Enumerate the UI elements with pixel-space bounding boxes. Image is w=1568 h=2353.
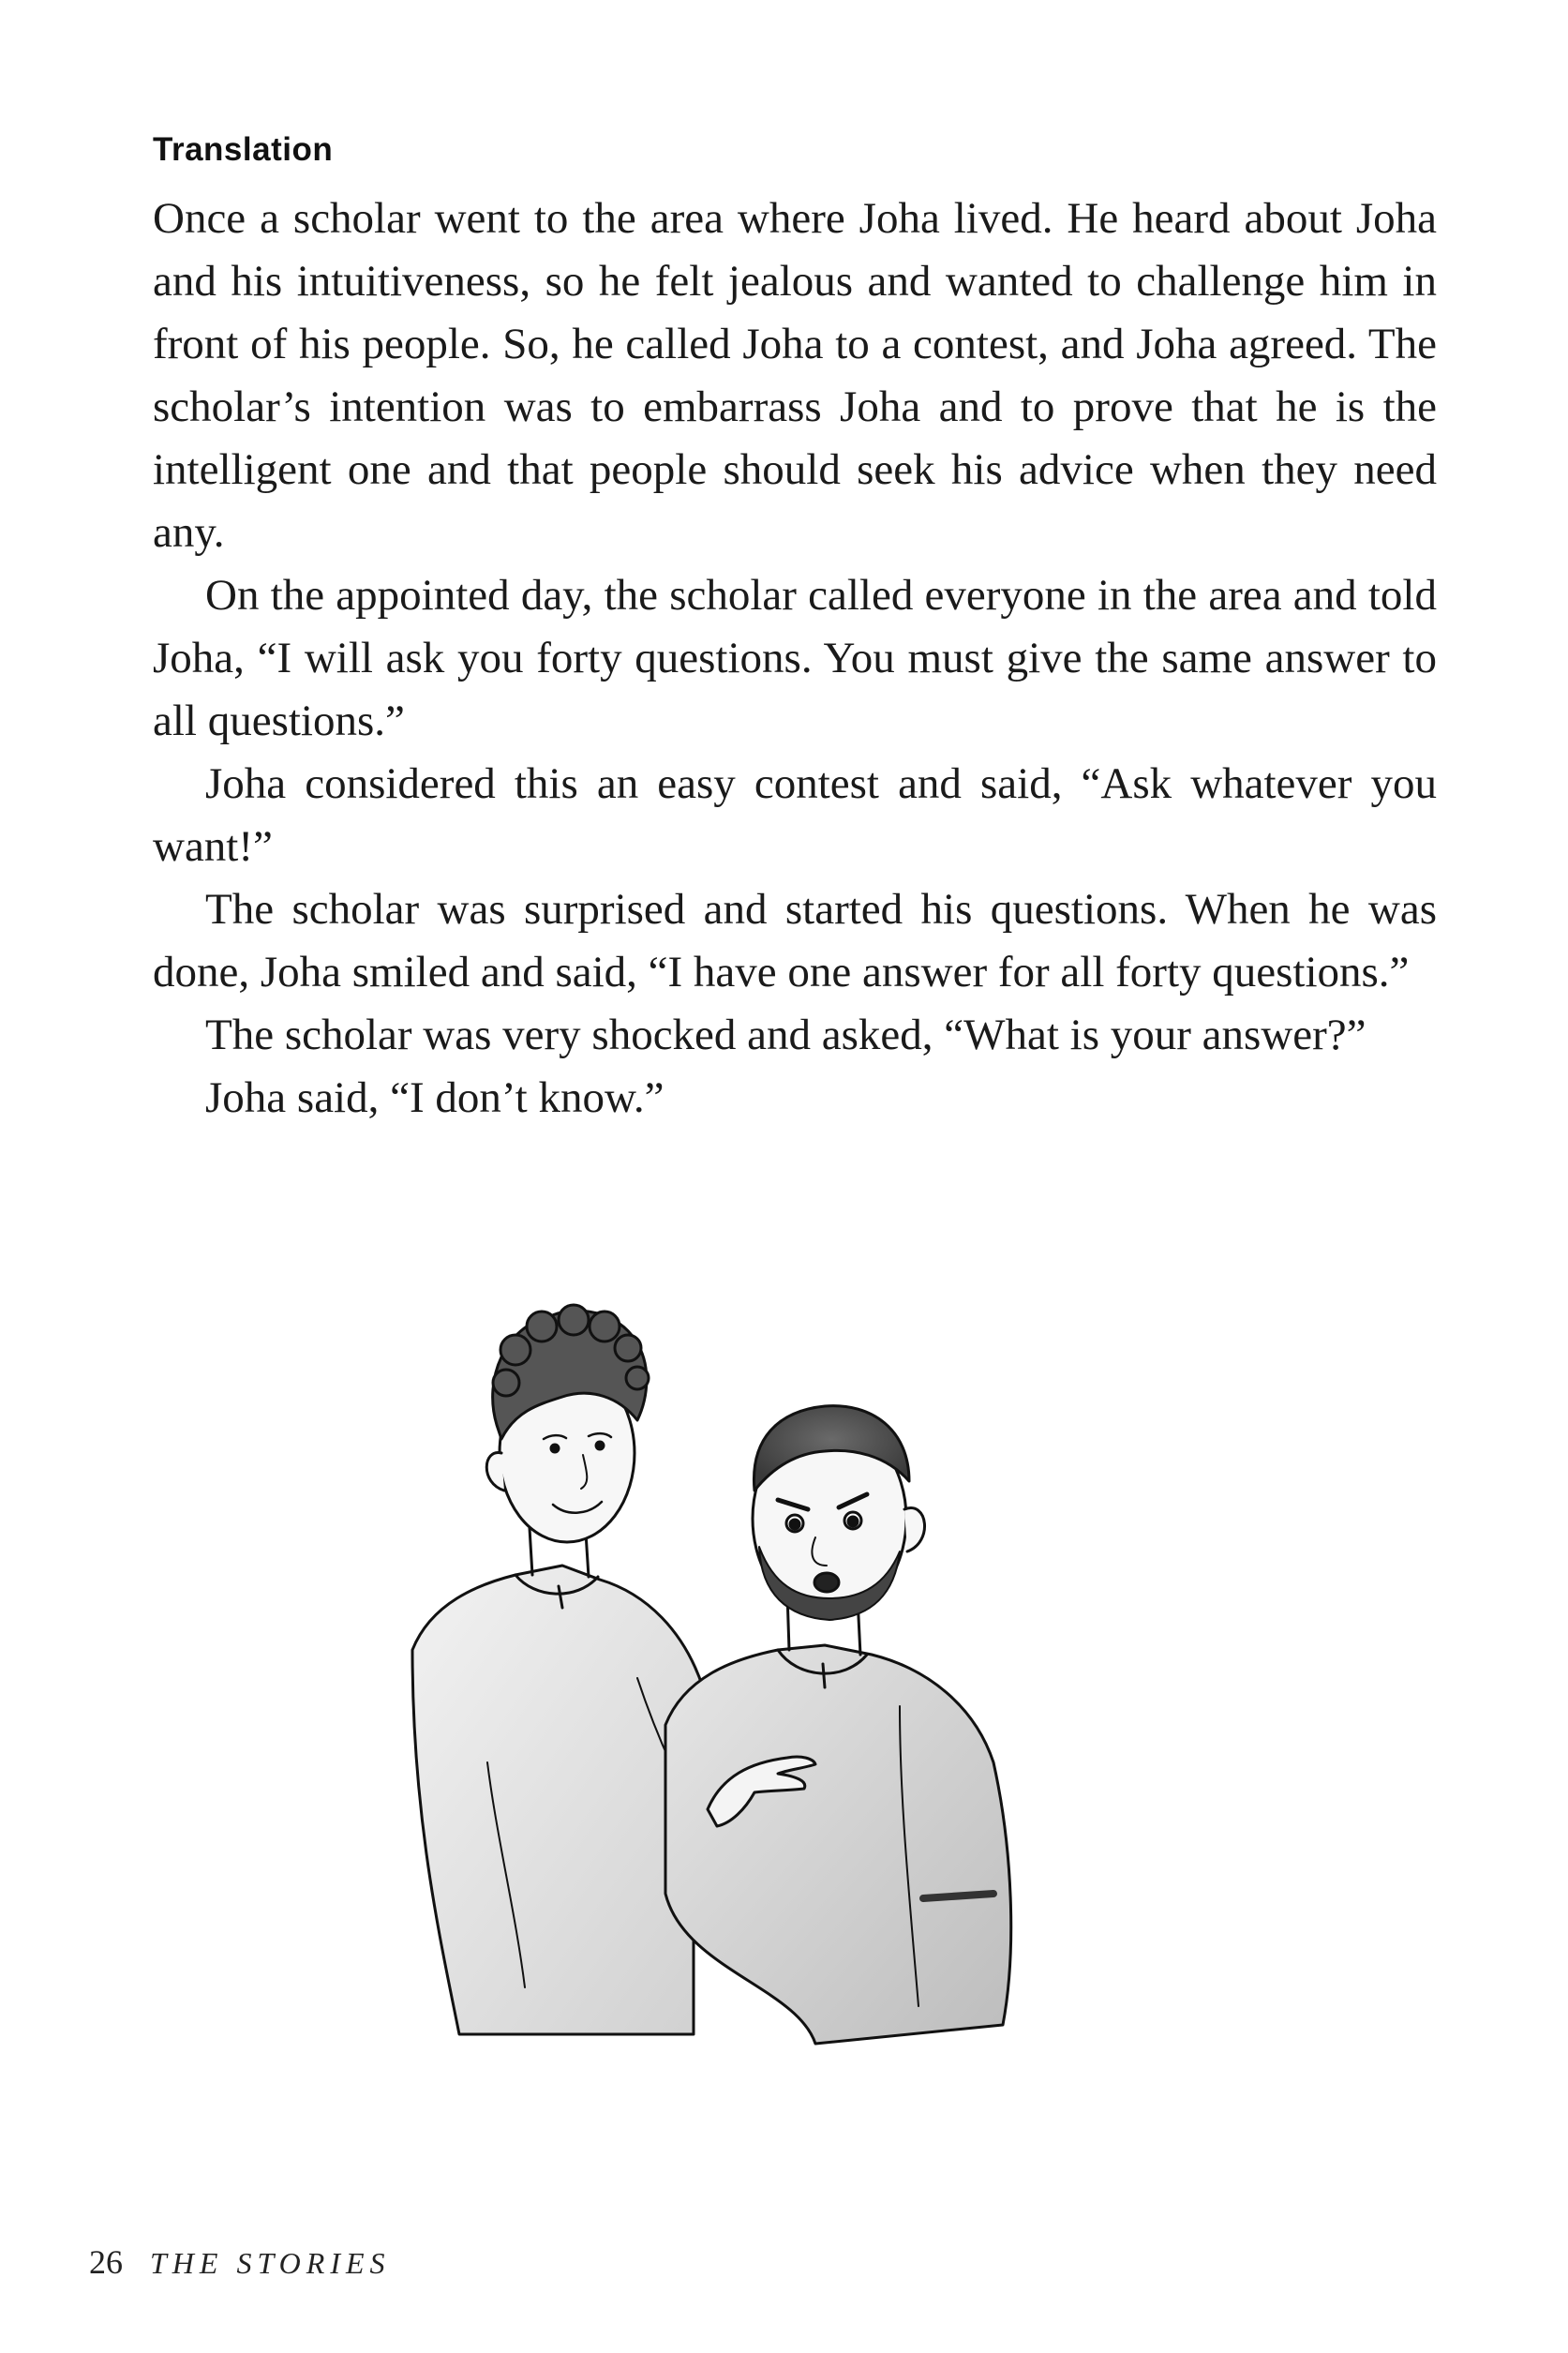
paragraph: The scholar was surprised and started his questions. When he was done, Joha smiled and said, “I have one answer for all forty questions.” bbox=[153, 885, 1437, 997]
section-heading: Translation bbox=[153, 131, 334, 168]
paragraph: On the appointed day, the scholar called everyone in the area and told Joha, “I will ask you forty questions. You must give the same answer to all questions.” bbox=[153, 571, 1437, 745]
paragraph: Joha considered this an easy contest and said, “Ask whatever you want!” bbox=[153, 759, 1437, 871]
paragraph: Joha said, “I don’t know.” bbox=[205, 1073, 665, 1122]
paragraph: The scholar was very shocked and asked, “What is your answer?” bbox=[205, 1011, 1366, 1059]
running-head: THE STORIES bbox=[150, 2246, 391, 2280]
page-footer bbox=[89, 2242, 391, 2282]
scholar-figure bbox=[665, 1406, 1011, 2044]
two-men-illustration bbox=[375, 1237, 1200, 2137]
paragraph: Once a scholar went to the area where Joha lived. He heard about Joha and his intuitiveness, so he felt jealous and wanted to challenge him in front of his people. So, he called Joha to a contest, and Joha agreed. The scholar’s intention was to embarrass Joha and to prove that he is the intelligent one and that people should seek his advice when they need any. bbox=[153, 194, 1437, 557]
page-number: 26 bbox=[89, 2243, 123, 2281]
story-text bbox=[153, 187, 1437, 1130]
